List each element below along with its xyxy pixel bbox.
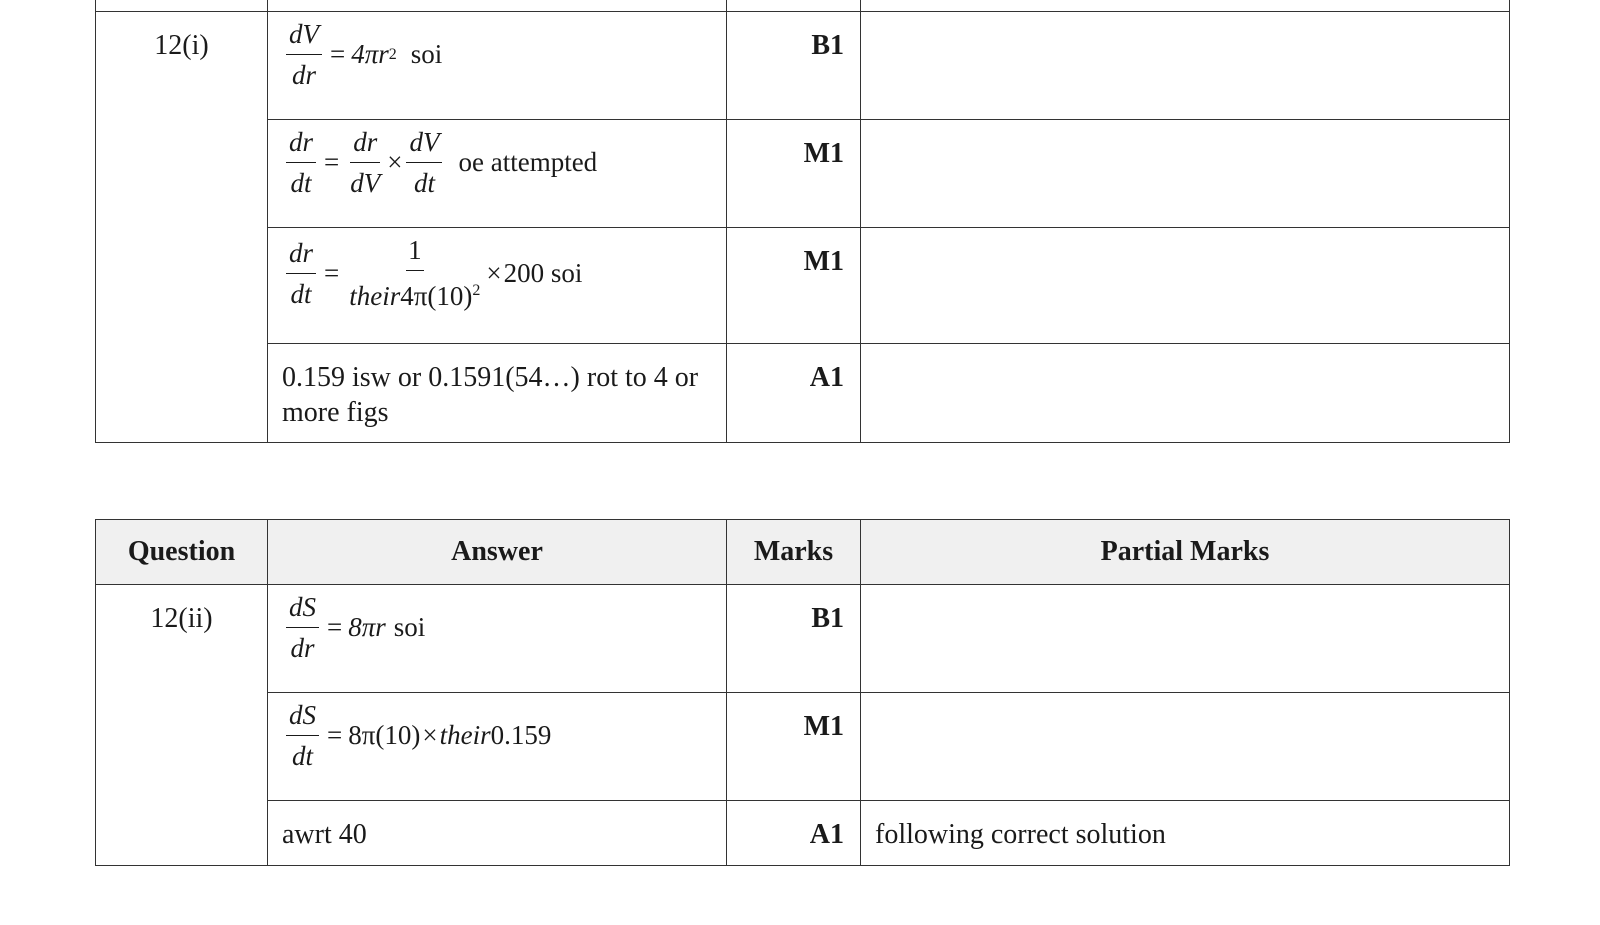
partial-marks-cell bbox=[861, 228, 1510, 344]
answer-cell bbox=[268, 585, 727, 693]
mark-code: B1 bbox=[727, 585, 861, 693]
question-number: 12(ii) bbox=[96, 585, 268, 866]
table-row bbox=[96, 120, 1510, 228]
answer-cell: 0.159 isw or 0.1591(54…) rot to 4 or more figs bbox=[268, 344, 727, 443]
partial-marks-cell bbox=[861, 120, 1510, 228]
table-row bbox=[96, 344, 1510, 443]
column-header-question: Question bbox=[96, 520, 268, 585]
partial-marks-cell bbox=[861, 344, 1510, 443]
answer-cell bbox=[268, 12, 727, 120]
mark-code: M1 bbox=[727, 228, 861, 344]
mark-scheme-table-part-i bbox=[95, 0, 1510, 443]
partial-marks-cell bbox=[861, 693, 1510, 801]
mark-code: A1 bbox=[727, 344, 861, 443]
question-number: 12(i) bbox=[96, 12, 268, 443]
answer-cell bbox=[268, 693, 727, 801]
answer-expression: $\frac{dS}{dr}$ = 8πr soi bbox=[284, 591, 425, 664]
mark-code: M1 bbox=[727, 120, 861, 228]
column-header-partial-marks: Partial Marks bbox=[861, 520, 1510, 585]
mark-code: B1 bbox=[727, 12, 861, 120]
mark-code: A1 bbox=[727, 801, 861, 866]
answer-cell: awrt 40 bbox=[268, 801, 727, 866]
table-row-cut-top bbox=[96, 0, 1510, 12]
partial-marks-cell bbox=[861, 12, 1510, 120]
table-row bbox=[96, 801, 1510, 866]
table-header-row bbox=[96, 520, 1510, 585]
answer-expression: $\frac{dS}{dt}$ = 8π(10) × their 0.159 bbox=[284, 699, 551, 772]
mark-code: M1 bbox=[727, 693, 861, 801]
column-header-marks: Marks bbox=[727, 520, 861, 585]
table-row bbox=[96, 228, 1510, 344]
answer-expression: $\frac{dr}{dt}$ = $\frac{dr}{dV}$ × $\frac{dV}{dt}$ oe attempted bbox=[284, 126, 597, 199]
partial-marks-cell: following correct solution bbox=[861, 801, 1510, 866]
fraction: $\frac{dV}{dr}$ bbox=[286, 18, 322, 91]
table-row bbox=[96, 12, 1510, 120]
mark-scheme-table-part-ii bbox=[95, 519, 1510, 866]
column-header-answer: Answer bbox=[268, 520, 727, 585]
table-row bbox=[96, 693, 1510, 801]
table-row bbox=[96, 585, 1510, 693]
answer-cell bbox=[268, 228, 727, 344]
partial-marks-cell bbox=[861, 585, 1510, 693]
answer-expression: $\frac{dr}{dt}$ = $\frac{1}{their4\pi(10)^2}$ × 200 soi bbox=[284, 234, 582, 312]
answer-cell bbox=[268, 120, 727, 228]
answer-expression: $\frac{dV}{dr}$ = 4πr 2 soi bbox=[284, 18, 442, 91]
